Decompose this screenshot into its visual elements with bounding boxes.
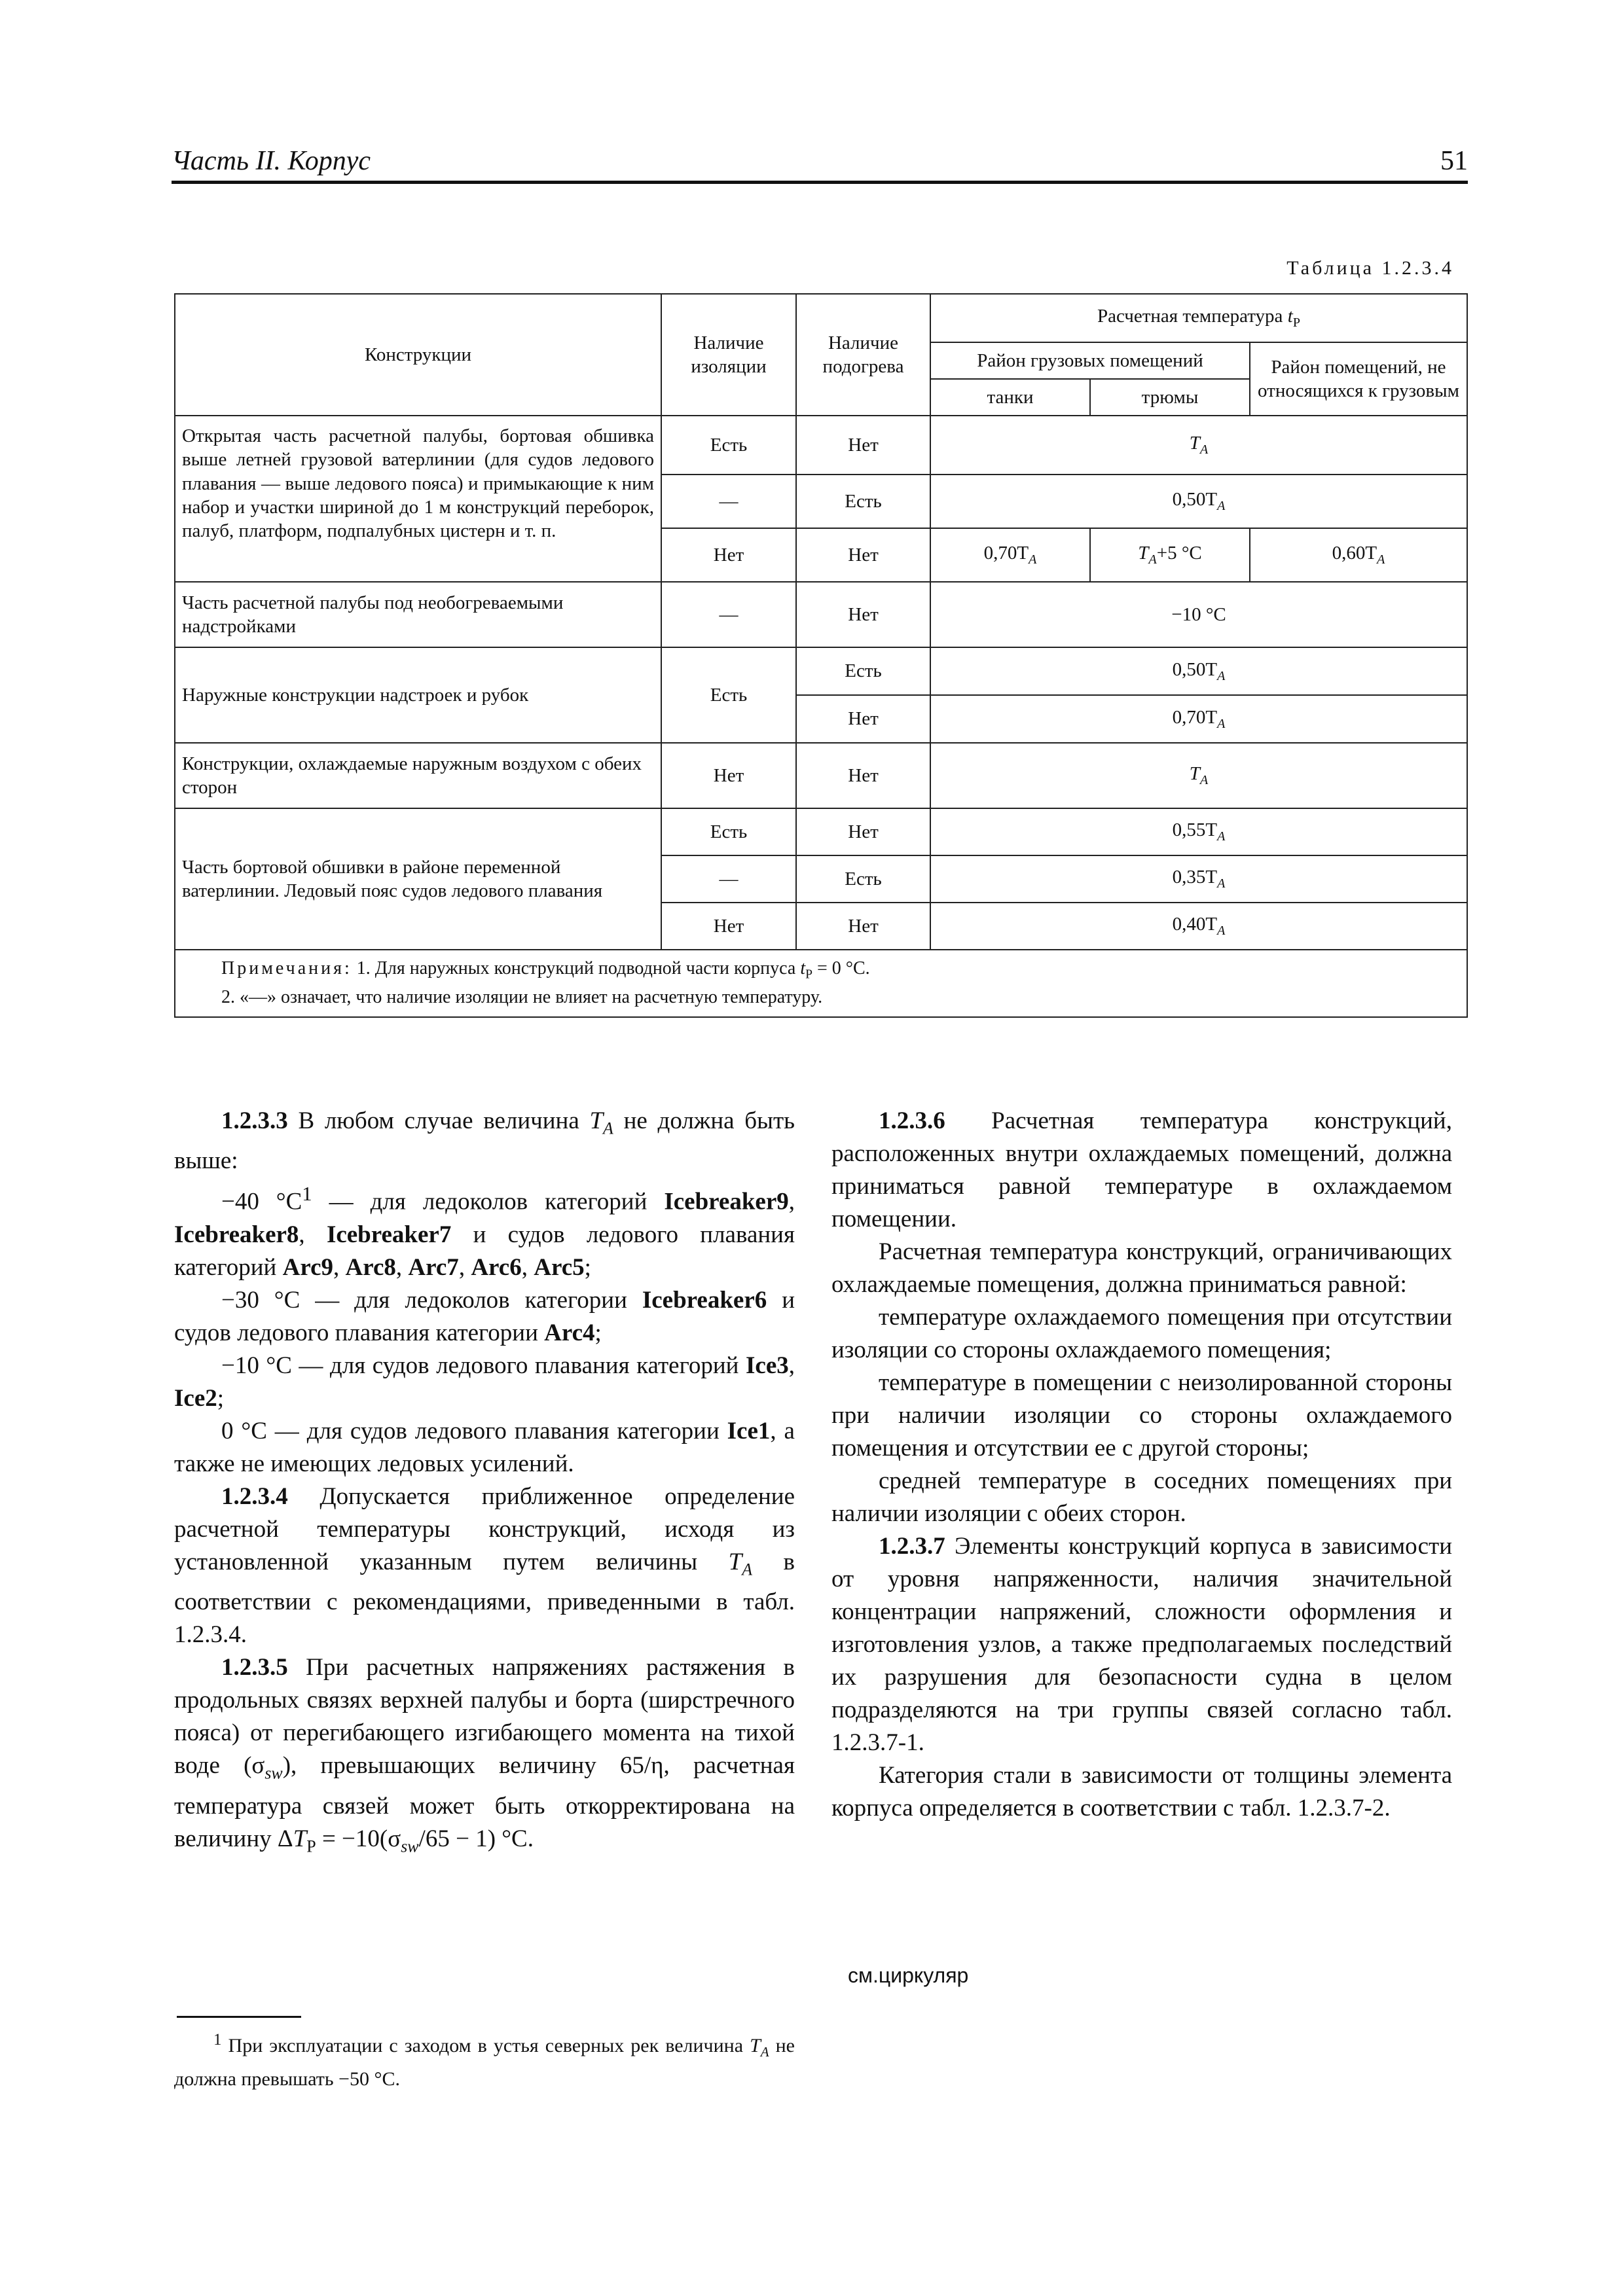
temperature-cell: $0,50T_A$ [930, 475, 1467, 528]
temperature-cell: −10 °C [930, 582, 1467, 647]
paragraph: Расчетная температура конструкций, ограничивающих охлаждаемые помещения, должна приниматься равной: [831, 1238, 1452, 1298]
temperature-cell: $0,70T_A$ [930, 695, 1467, 743]
heating-cell: Есть [796, 647, 930, 695]
construction-label: Часть расчетной палубы под необогреваемыми надстройками [175, 582, 661, 647]
paragraph: 0 °C — для судов ледового плавания категории Ice1, а также не имеющих ледовых усилений. [174, 1417, 795, 1477]
page-number: 51 [1440, 146, 1468, 176]
heating-cell: Нет [796, 695, 930, 743]
table-caption: Таблица 1.2.3.4 [1286, 257, 1454, 279]
heating-cell: Нет [796, 808, 930, 855]
right-column [831, 1105, 1452, 1825]
temperature-cell: $0,55T_A$ [930, 808, 1467, 855]
paragraph: −40 $^\circ C^1$ — для ледоколов категорий Icebreaker9, Icebreaker8, Icebreaker7 и судов ледового плавания категорий Arc9, Arc8, Arc7, Arc6, Arc5; [174, 1183, 795, 1281]
paragraph: −30 °C — для ледоколов категории Icebreaker6 и судов ледового плавания категории Arc4; [174, 1286, 795, 1346]
insulation-cell: Есть [661, 647, 796, 743]
note-2: 2. «—» означает, что наличие изоляции не влияет на расчетную температуру. [221, 987, 823, 1007]
temperature-cell: $T_A$ [930, 743, 1467, 808]
heating-cell: Нет [796, 903, 930, 950]
footnote-divider [177, 2016, 301, 2018]
paragraph: 1.2.3.6 Расчетная температура конструкций, расположенных внутри охлаждаемых помещений, должна приниматься равной температуре в охлаждаемом помещении. [831, 1107, 1452, 1232]
construction-label: Открытая часть расчетной палубы, бортовая обшивка выше летней грузовой ватерлинии (для судов ледового плавания — выше ледового пояса) и примыкающие к ним набор и участки шириной до 1 м конструкций переборок, палуб, платформ, подпалубных цистерн и т. п. [175, 416, 661, 582]
header-constructions: Конструкции [175, 294, 661, 416]
insulation-cell: Есть [661, 416, 796, 475]
construction-label: Наружные конструкции надстроек и рубок [175, 647, 661, 743]
note-1: 1. Для наружных конструкций подводной части корпуса $t_P = 0$ °C. [356, 958, 870, 982]
paragraph: 1.2.3.4 Допускается приближенное определение расчетной температуры конструкций, исходя из установленной указанным путем величины $T_A$ в соответствии с рекомендациями, приведенными в табл. 1.2.3.4. [174, 1482, 795, 1649]
insulation-cell: — [661, 855, 796, 903]
paragraph: 1.2.3.7 Элементы конструкций корпуса в зависимости от уровня напряженности, наличия значительной концентрации напряжений, сложности оформления и изготовления узлов, а также предполагаемых последствий их разрушения для безопасности судна в целом подразделяются на три группы связей согласно табл. 1.2.3.7-1. [831, 1533, 1452, 1756]
heating-cell: Нет [796, 743, 930, 808]
paragraph: −10 °C — для судов ледового плавания категорий Ice3, Ice2; [174, 1352, 795, 1412]
header-heating: Наличие подогрева [796, 294, 930, 416]
header-noncargo-area: Район помещений, не относящихся к грузовым [1250, 342, 1467, 416]
header-insulation: Наличие изоляции [661, 294, 796, 416]
paragraph: 1.2.3.5 При расчетных напряжениях растяжения в продольных связях верхней палубы и борта (ширстречного пояса) от перегибающего изгибающего момента на тихой воде $(\sigma_{sw})$, превышающих величину 65/η, расчетная температура связей может быть откорректирована на величину $\Delta T_P = -10(\sigma_{sw}/65 - 1)$ °C. [174, 1654, 795, 1856]
header-design-temperature: Расчетная температура $t_P$ [930, 294, 1467, 342]
construction-label: Часть бортовой обшивки в районе переменной ватерлинии. Ледовый пояс судов ледового плавания [175, 808, 661, 950]
table-notes [175, 950, 1467, 1017]
footnote: $^1$ При эксплуатации с заходом в устья северных рек величина $T_A$ не должна превышать −50 °C. [174, 2031, 795, 2090]
page-header [172, 143, 1468, 184]
design-temperature-table [174, 293, 1468, 1018]
insulation-cell: Нет [661, 903, 796, 950]
temperature-noncargo-cell: $0,60T_A$ [1250, 528, 1467, 582]
running-title: Часть II. Корпус [172, 146, 371, 176]
temperature-cell: $0,50T_A$ [930, 647, 1467, 695]
header-tanks: танки [930, 379, 1090, 416]
insulation-cell: — [661, 475, 796, 528]
construction-label: Конструкции, охлаждаемые наружным воздухом с обеих сторон [175, 743, 661, 808]
paragraph: средней температуре в соседних помещениях при наличии изоляции с обеих сторон. [831, 1467, 1452, 1527]
heating-cell: Нет [796, 528, 930, 582]
temperature-cell: $0,35T_A$ [930, 855, 1467, 903]
heating-cell: Есть [796, 475, 930, 528]
insulation-cell: Есть [661, 808, 796, 855]
insulation-cell: Нет [661, 743, 796, 808]
header-cargo-area: Район грузовых помещений [930, 342, 1250, 379]
left-column [174, 1105, 795, 1863]
paragraph: 1.2.3.3 В любом случае величина $T_A$ не должна быть выше: [174, 1107, 795, 1175]
notes-label: Примечания: [221, 958, 352, 978]
temperature-cell: $T_A$ [930, 416, 1467, 475]
heating-cell: Есть [796, 855, 930, 903]
insulation-cell: — [661, 582, 796, 647]
header-holds: трюмы [1090, 379, 1250, 416]
paragraph: температуре в помещении с неизолированной стороны при наличии изоляции со стороны охлаждаемого помещения и отсутствии ее с другой стороны; [831, 1369, 1452, 1462]
heating-cell: Нет [796, 416, 930, 475]
temperature-holds-cell: $T_A+5$ °C [1090, 528, 1250, 582]
paragraph: температуре охлаждаемого помещения при отсутствии изоляции со стороны охлаждаемого помещения; [831, 1304, 1452, 1363]
insulation-cell: Нет [661, 528, 796, 582]
heating-cell: Нет [796, 582, 930, 647]
temperature-cell: $0,40T_A$ [930, 903, 1467, 950]
paragraph: Категория стали в зависимости от толщины элемента корпуса определяется в соответствии с табл. 1.2.3.7-2. [831, 1762, 1452, 1821]
temperature-tanks-cell: $0,70T_A$ [930, 528, 1090, 582]
circular-reference-stamp: см.циркуляр [848, 1964, 969, 1987]
